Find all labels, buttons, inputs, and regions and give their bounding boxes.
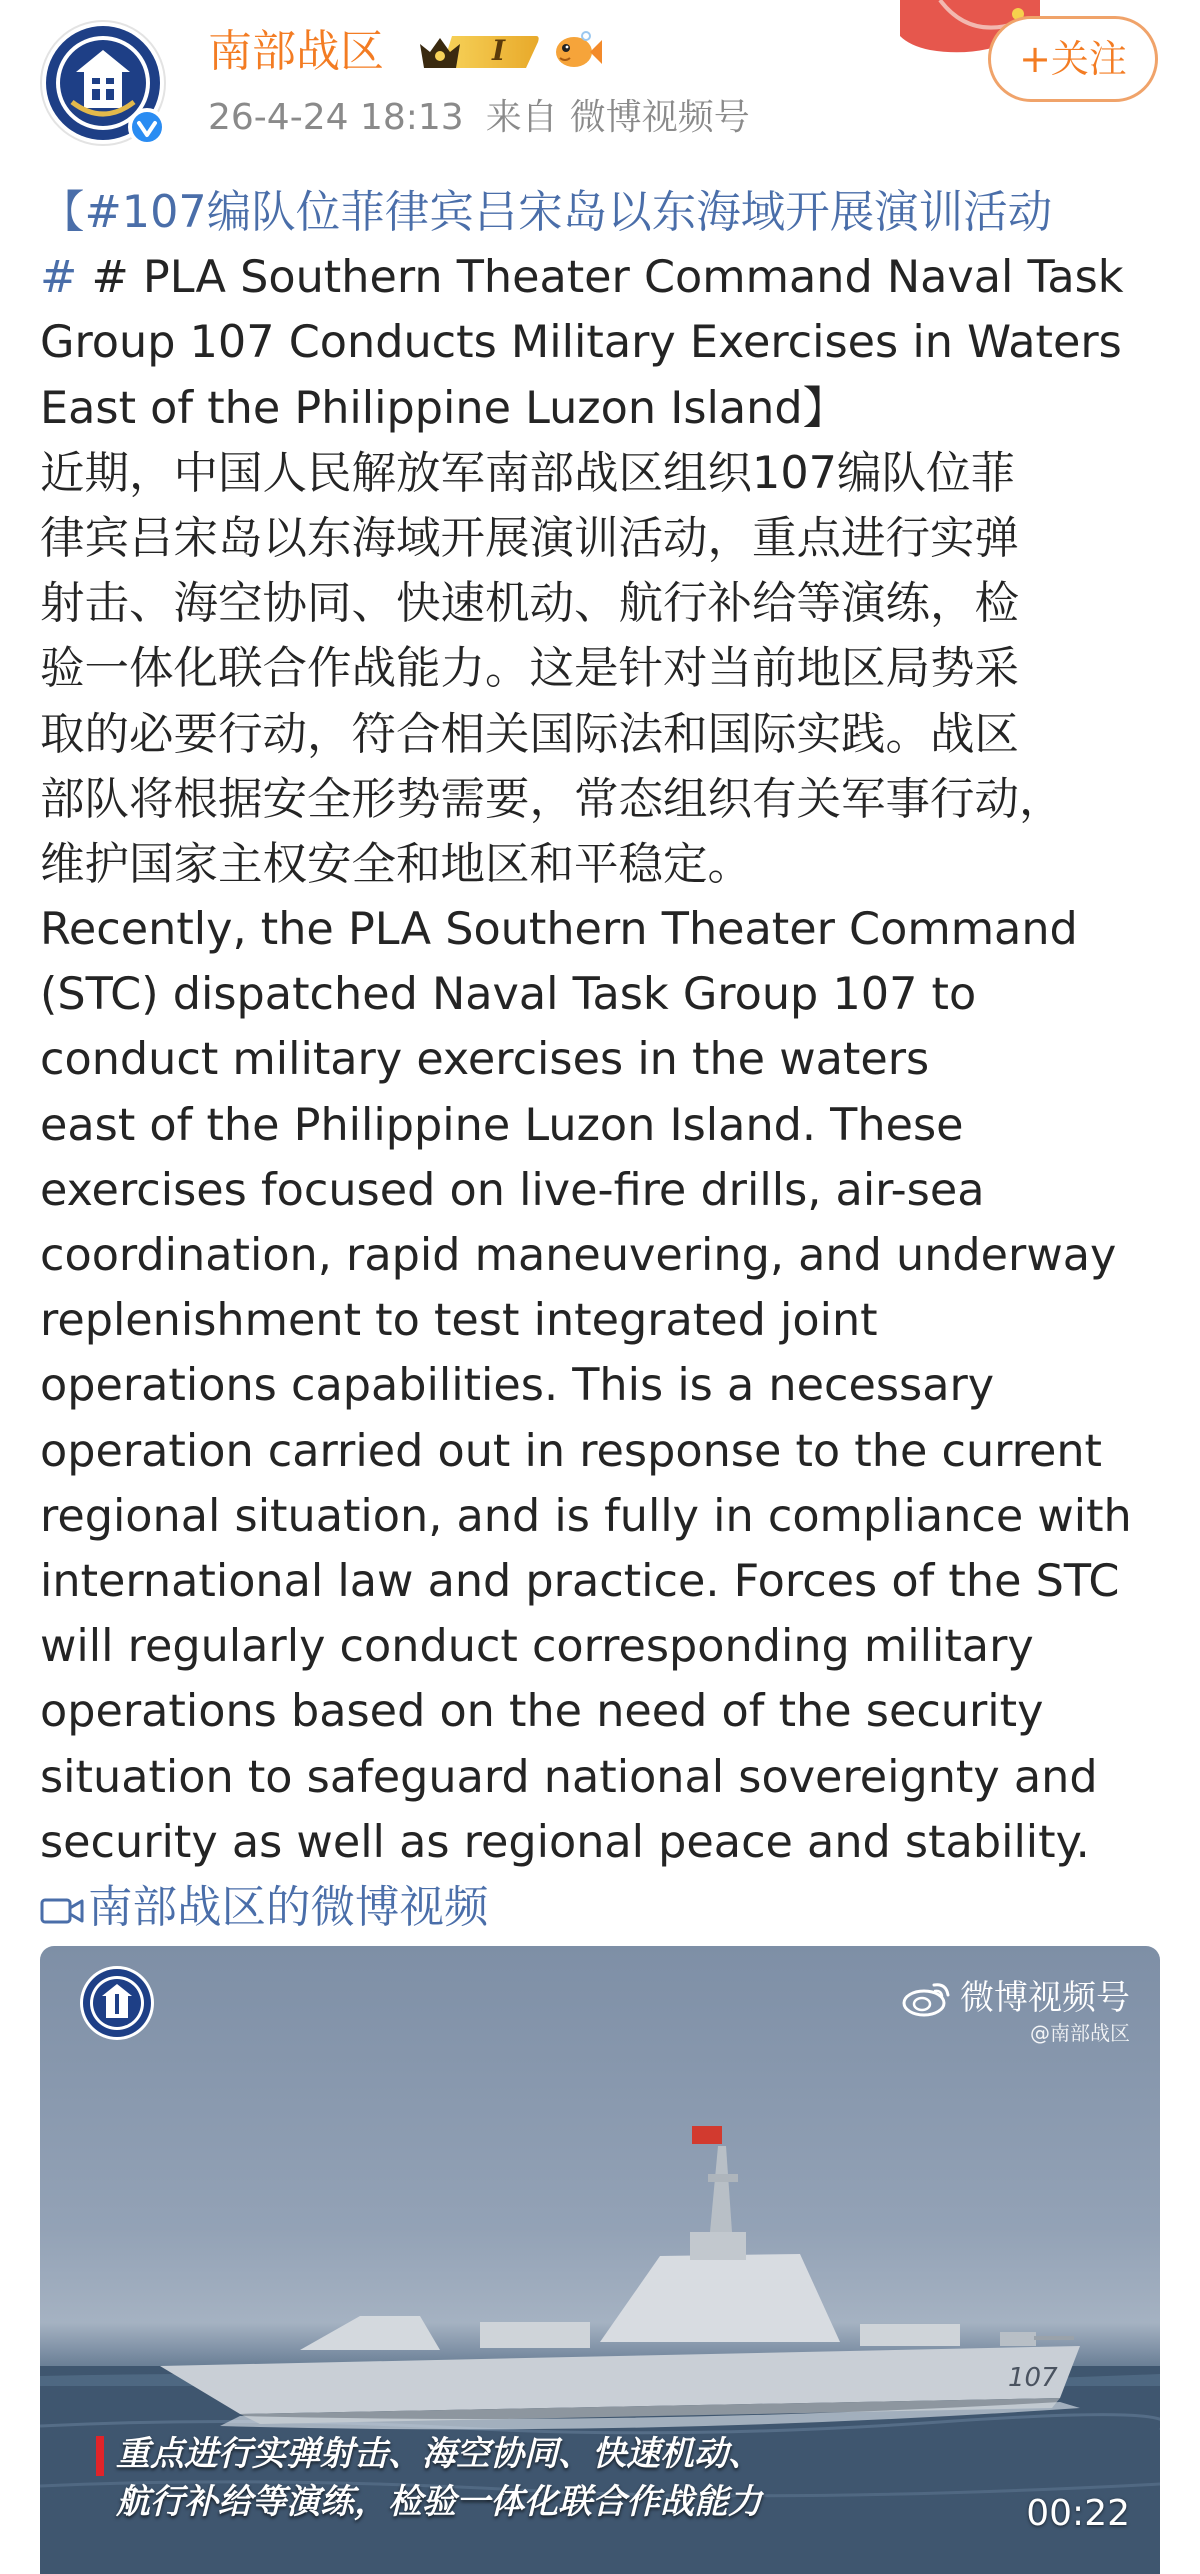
post-title-line: Group 107 Conducts Military Exercises in Waters (40, 317, 1122, 369)
follow-button[interactable]: +关注 (988, 16, 1158, 102)
chinese-text-line: 射击、海空协同、快速机动、航行补给等演练，检 (40, 578, 1020, 630)
video-subtitle (100, 2430, 762, 2526)
watermark (902, 1976, 1130, 2046)
english-text-line: replenishment to test integrated joint (40, 1295, 878, 1347)
video-camera-icon (40, 1894, 84, 1928)
english-text-line: east of the Philippine Luzon Island. These (40, 1099, 964, 1151)
vip-crown-badge[interactable] (416, 30, 542, 74)
chinese-text-line: 验一体化联合作战能力。这是针对当前地区局势采 (40, 643, 1020, 695)
english-text-line: (STC) dispatched Naval Task Group 107 to (40, 969, 977, 1021)
video-channel-logo (80, 1966, 154, 2040)
post-title-line[interactable]: 【#107编队位菲律宾吕宋岛以东海域开展演训活动 (40, 187, 1053, 238)
weibo-logo-icon (902, 1977, 952, 2017)
english-text-line: will regularly conduct corresponding military (40, 1621, 1034, 1673)
chinese-text-line: 取的必要行动，符合相关国际法和国际实践。战区 (40, 708, 1020, 760)
chinese-text-line: 部队将根据安全形势需要，常态组织有关军事行动， (40, 773, 1064, 825)
chinese-text-line: 律宾吕宋岛以东海域开展演训活动，重点进行实弹 (40, 512, 1020, 564)
english-text-line: coordination, rapid maneuvering, and underway (40, 1230, 1117, 1281)
subtitle-line: 航行补给等演练，检验一体化联合作战能力 (116, 2482, 762, 2522)
from-label: 来自 (485, 97, 558, 138)
chinese-text-line: 维护国家主权安全和地区和平稳定。 (40, 838, 753, 890)
watermark-handle: @南部战区 (1030, 2021, 1130, 2045)
english-text-line: situation to safeguard national sovereignty and (40, 1751, 1098, 1803)
hashtag-end[interactable]: # (40, 252, 78, 304)
english-text-line: Recently, the PLA Southern Theater Command (40, 904, 1078, 956)
english-text-line: international law and practice. Forces of the STC (40, 1555, 1120, 1607)
post-body (40, 180, 1170, 1940)
video-link-label: 南部战区的微博视频 (88, 1881, 489, 1933)
video-link[interactable] (40, 1875, 1170, 1940)
username[interactable]: 南部战区 (208, 26, 384, 77)
hull-number: 107 (1008, 2363, 1058, 2393)
english-text-line: conduct military exercises in the waters (40, 1034, 930, 1086)
emblem-icon (80, 1966, 154, 2040)
english-text-line: operation carried out in response to the current (40, 1425, 1103, 1477)
watermark-title: 微博视频号 (960, 1978, 1130, 2018)
timestamp: 26-4-24 18:13 (208, 97, 464, 138)
post-title-line: East of the Philippine Luzon Island】 (40, 382, 848, 434)
post-title-line (40, 245, 1170, 310)
video-duration: 00:22 (1026, 2493, 1130, 2534)
source-link[interactable]: 微博视频号 (569, 97, 750, 138)
english-text-line: security as well as regional peace and stability. (40, 1816, 1090, 1868)
video-player[interactable] (40, 1946, 1160, 2574)
post-meta (208, 94, 750, 142)
post-header (0, 0, 1200, 175)
english-text-line: operations based on the need of the security (40, 1686, 1044, 1738)
subtitle-line: 重点进行实弹射击、海空协同、快速机动、 (116, 2434, 762, 2474)
verified-badge-icon (128, 108, 166, 146)
english-text-line: regional situation, and is fully in compliance with (40, 1490, 1132, 1542)
english-text-line: exercises focused on live-fire drills, air-sea (40, 1164, 985, 1216)
english-text-line: operations capabilities. This is a necessary (40, 1360, 995, 1412)
chinese-text-line: 近期，中国人民解放军南部战区组织107编队位菲 (40, 447, 1015, 499)
fish-emoji-icon (552, 28, 602, 74)
vip-level: I (492, 34, 506, 67)
post-title-text: # PLA Southern Theater Command Naval Task (91, 252, 1124, 304)
